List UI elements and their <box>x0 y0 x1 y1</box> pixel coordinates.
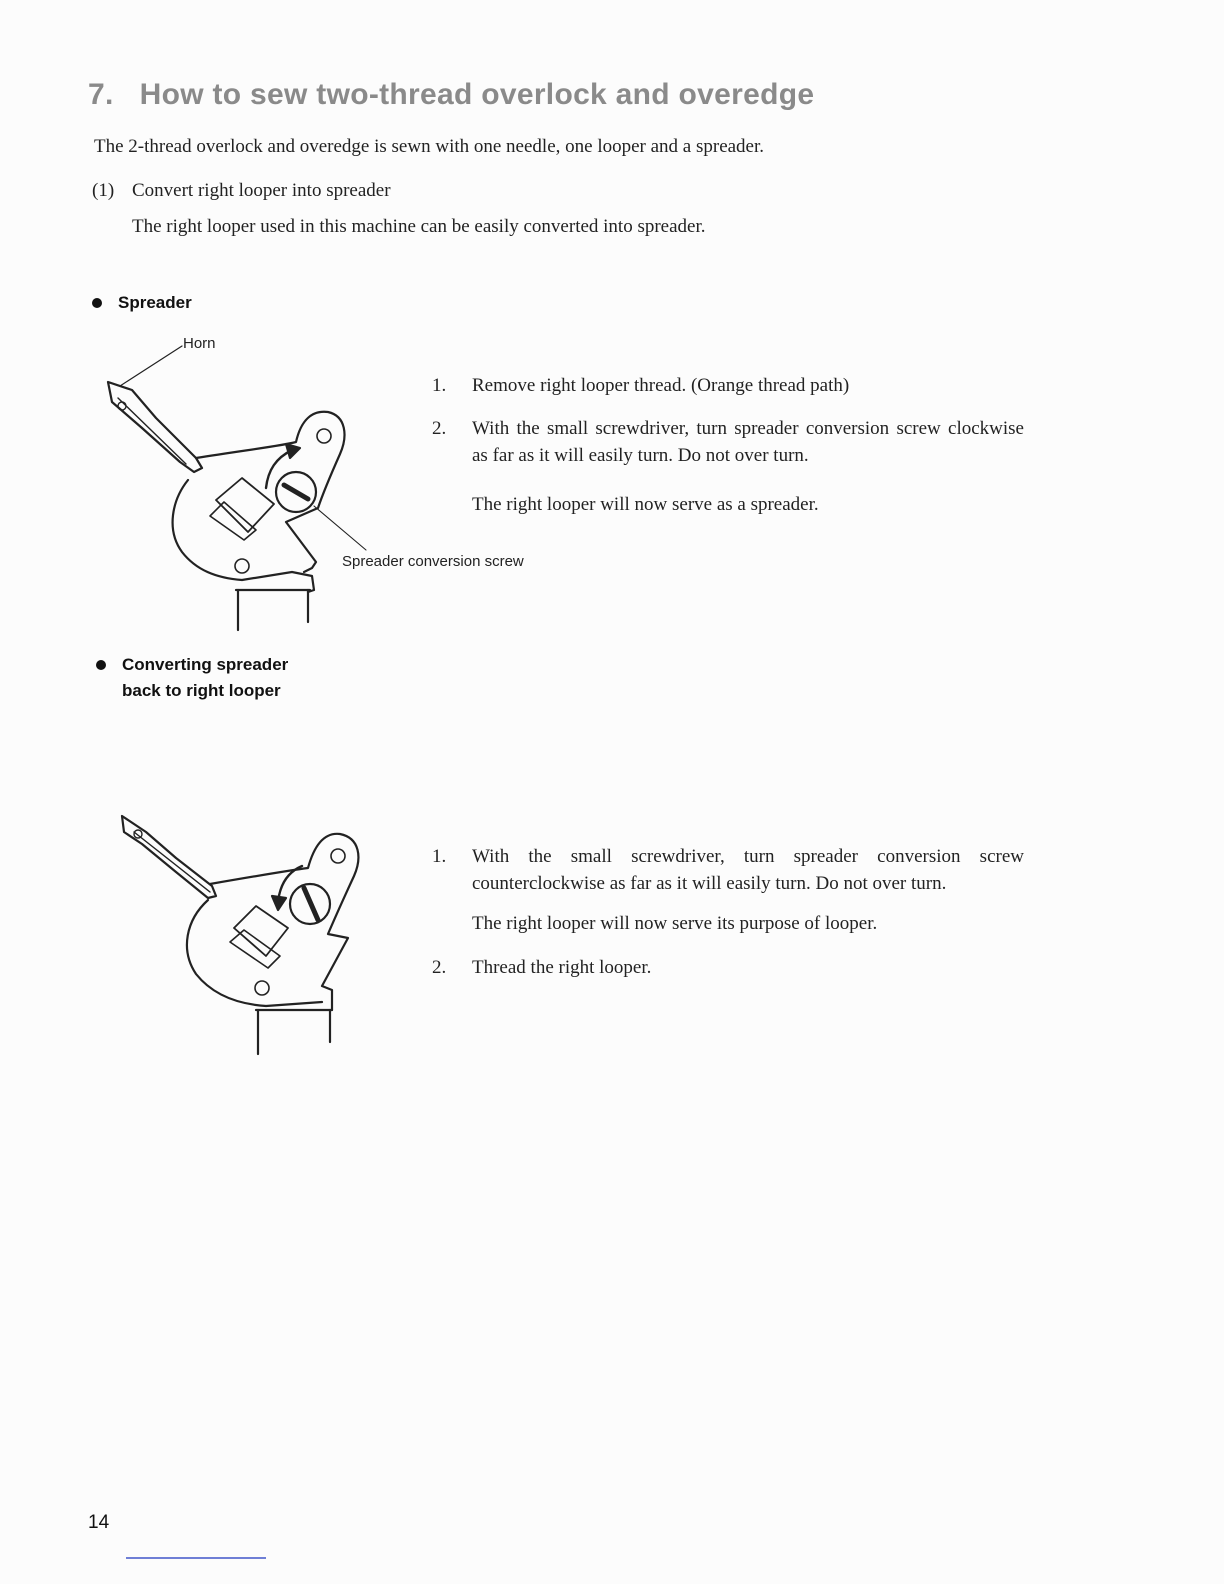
convert-back-heading-line2: back to right looper <box>122 681 281 700</box>
horn-label: Horn <box>183 335 216 352</box>
substep-title: Convert right looper into spreader <box>132 180 391 201</box>
convert-back-step-2 <box>432 954 1032 984</box>
intro-paragraph: The 2-thread overlock and overedge is sewn with one needle, one looper and a spreader. <box>94 136 765 157</box>
step-number: 1. <box>432 846 447 867</box>
footer-rule <box>126 1557 266 1559</box>
spreader-step-2 <box>432 415 1032 475</box>
bullet-icon <box>96 660 106 670</box>
section-title-text: How to sew two-thread overlock and overedge <box>139 78 815 111</box>
step-number: 1. <box>432 375 447 396</box>
section-number: 7. <box>88 78 114 111</box>
convert-back-heading-line1: Converting spreader <box>122 655 289 674</box>
section-title <box>88 78 814 112</box>
spreader-heading <box>92 290 292 316</box>
convert-back-step-1 <box>432 843 1032 903</box>
bullet-icon <box>92 298 102 308</box>
substep-number: (1) <box>92 180 115 201</box>
screw-label: Spreader conversion screw <box>342 553 524 570</box>
step-text: With the small screwdriver, turn spreader conversion screw clockwise as far as it will easily turn. Do not over turn. <box>472 418 1024 466</box>
spreader-heading-text: Spreader <box>118 293 192 312</box>
step-text: Thread the right looper. <box>472 957 652 978</box>
step-number: 2. <box>432 957 447 978</box>
step-text: Remove right looper thread. (Orange thread path) <box>472 375 850 396</box>
step-text: With the small screwdriver, turn spreader conversion screw counterclockwise as far as it will easily turn. Do not over turn. <box>472 846 1024 894</box>
looper-illustration <box>116 810 376 1060</box>
spreader-note: The right looper will now serve as a spreader. <box>472 494 819 515</box>
substep-text: The right looper used in this machine can be easily converted into spreader. <box>132 216 706 237</box>
page-number: 14 <box>88 1512 110 1533</box>
spreader-illustration <box>96 340 376 640</box>
spreader-step-1 <box>432 372 1032 402</box>
convert-back-heading <box>96 652 336 706</box>
convert-back-note: The right looper will now serve its purpose of looper. <box>472 913 878 934</box>
step-number: 2. <box>432 418 447 439</box>
